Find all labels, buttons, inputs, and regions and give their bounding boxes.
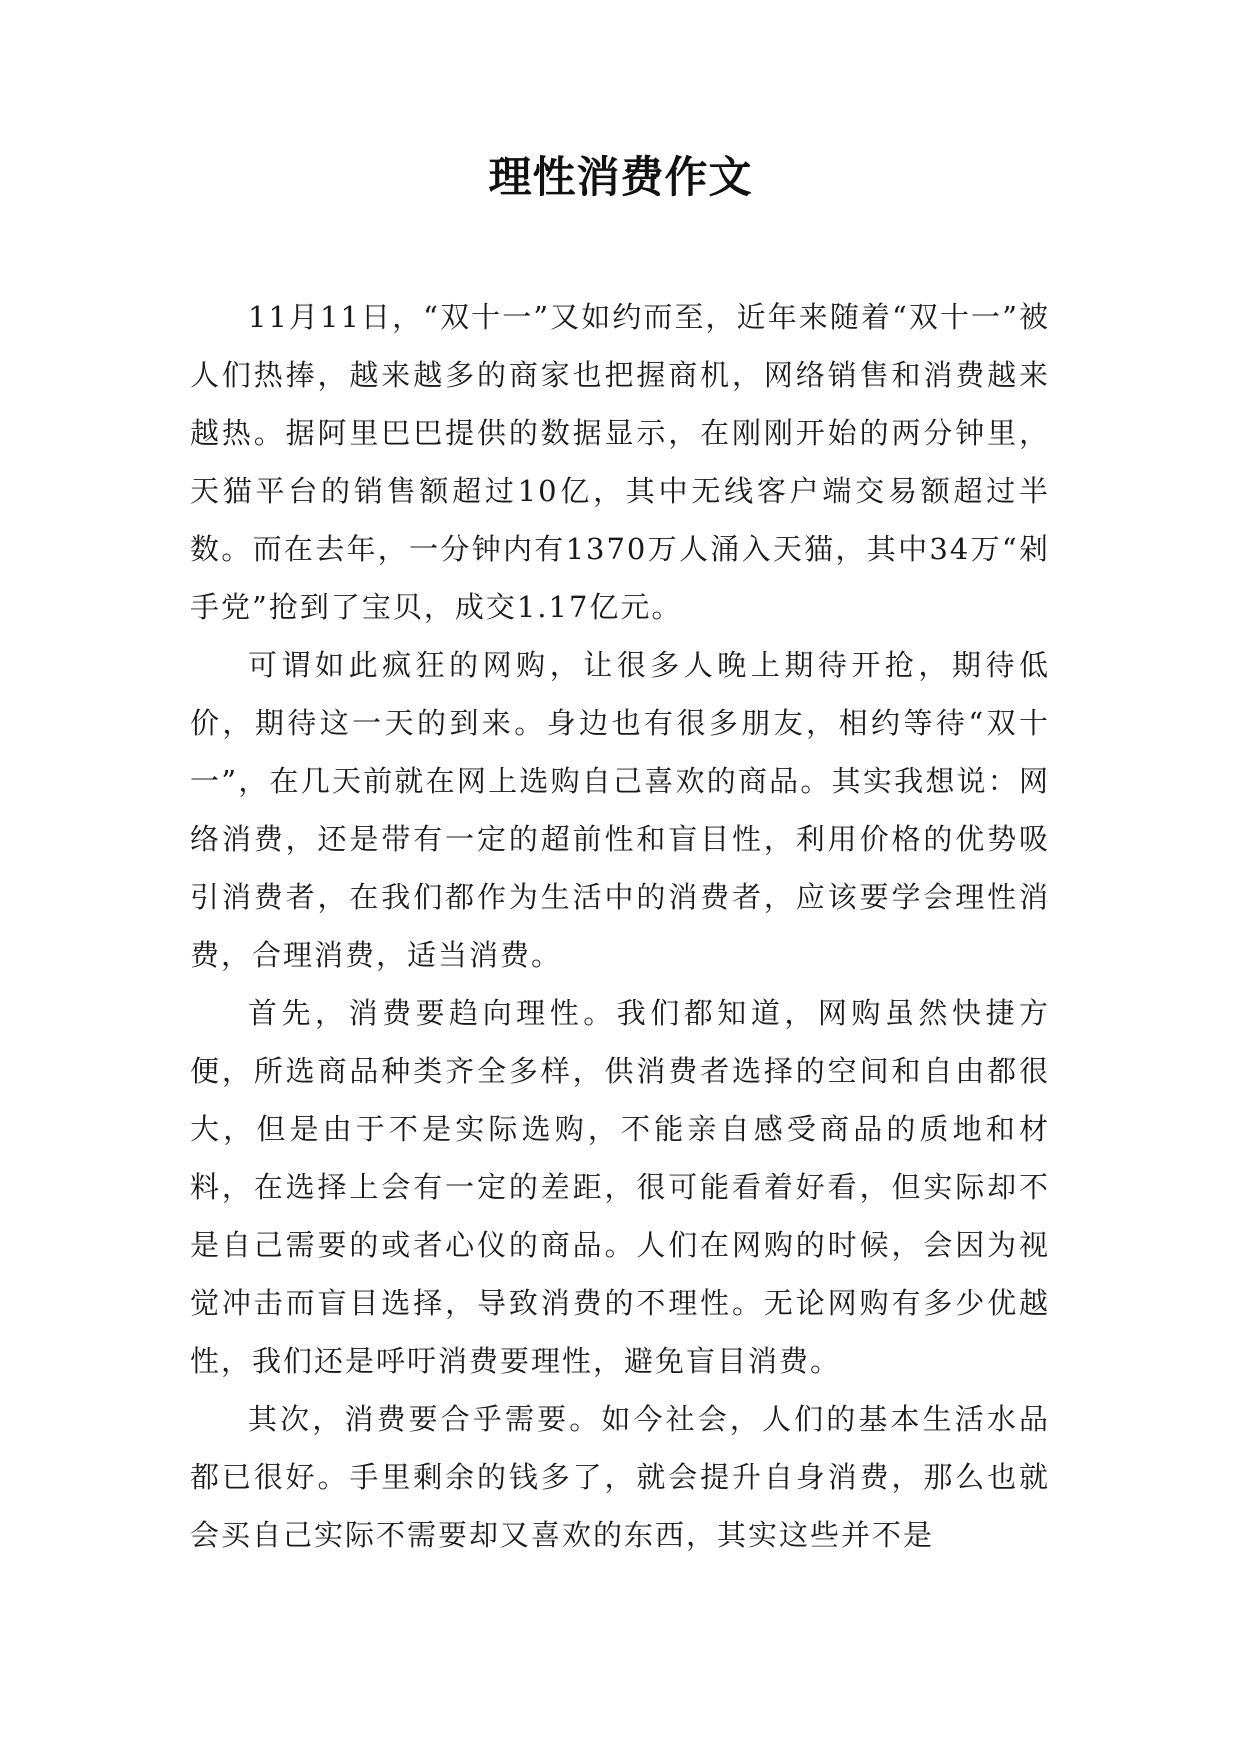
paragraph-1: 11月11日，“双十一”又如约而至，近年来随着“双十一”被人们热捧，越来越多的商家也把握商机，网络销售和消费越来越热。据阿里巴巴提供的数据显示，在刚刚开始的两分钟里，天猫平台的销售额超过10亿，其中无线客户端交易额超过半数。而在去年，一分钟内有1370万人涌入天猫，其中34万“剁手党”抢到了宝贝，成交1.17亿元。: [190, 300, 1050, 624]
paragraph-2: 可谓如此疯狂的网购，让很多人晚上期待开抢，期待低价，期待这一天的到来。身边也有很多朋友，相约等待“双十一”，在几天前就在网上选购自己喜欢的商品。其实我想说：网络消费，还是带有一定的超前性和盲目性，利用价格的优势吸引消费者，在我们都作为生活中的消费者，应该要学会理性消费，合理消费，适当消费。: [190, 648, 1050, 972]
paragraph-4: 其次，消费要合乎需要。如今社会，人们的基本生活水品都已很好。手里剩余的钱多了，就会提升自身消费，那么也就会买自己实际不需要却又喜欢的东西，其实这些并不是: [190, 1402, 1050, 1552]
document-body: [190, 288, 1050, 1564]
document-title: 理性消费作文: [488, 153, 753, 203]
paragraph-3: 首先，消费要趋向理性。我们都知道，网购虽然快捷方便，所选商品种类齐全多样，供消费者选择的空间和自由都很大，但是由于不是实际选购，不能亲自感受商品的质地和材料，在选择上会有一定的差距，很可能看着好看，但实际却不是自己需要的或者心仪的商品。人们在网购的时候，会因为视觉冲击而盲目选择，导致消费的不理性。无论网购有多少优越性，我们还是呼吁消费要理性，避免盲目消费。: [190, 996, 1050, 1378]
